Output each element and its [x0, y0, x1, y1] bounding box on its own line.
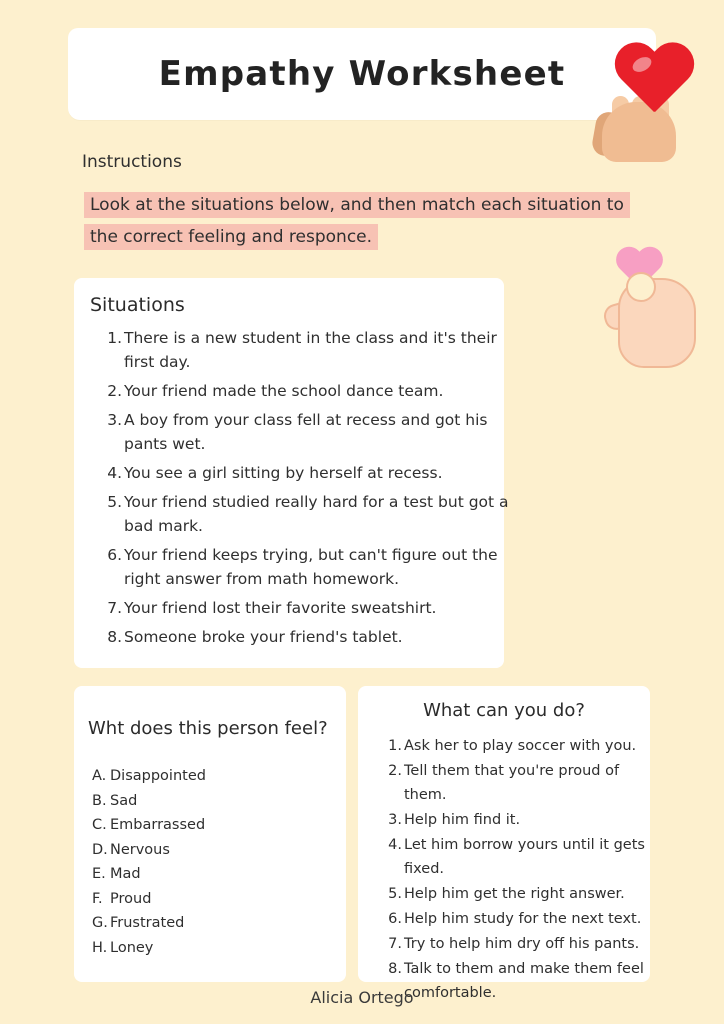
list-item — [92, 789, 206, 814]
list-item: Your friend lost their favorite sweatshirt. — [124, 599, 437, 617]
option-label: Frustrated — [110, 915, 185, 931]
list-item: Tell them that you're proud of them. — [404, 763, 620, 803]
list-item: Help him study for the next text. — [404, 911, 642, 927]
instructions-label: Instructions — [82, 152, 182, 172]
option-letter: A. — [92, 768, 107, 784]
option-letter: C. — [92, 817, 107, 833]
list-item: Your friend keeps trying, but can't figure out the right answer from math homework. — [124, 546, 498, 588]
author-credit: Alicia Ortego — [310, 988, 414, 1007]
instructions-text: Look at the situations below, and then match each situation to the correct feeling and responce. — [84, 192, 630, 250]
list-item: A boy from your class fell at recess and got his pants wet. — [124, 411, 488, 453]
red-heart-icon — [612, 44, 696, 120]
list-item — [92, 862, 206, 887]
actions-card — [358, 686, 650, 1001]
list-item: Help him get the right answer. — [404, 886, 625, 902]
list-item — [92, 764, 206, 789]
situations-heading: Situations — [90, 294, 185, 316]
option-label: Proud — [110, 890, 152, 907]
option-letter: D. — [92, 841, 108, 858]
list-item: Your friend made the school dance team. — [124, 382, 444, 400]
list-item: Try to help him dry off his pants. — [404, 936, 640, 952]
option-letter: H. — [92, 939, 108, 956]
heart-in-hand-icon — [588, 36, 708, 166]
list-item: You see a girl sitting by herself at recess. — [124, 464, 443, 482]
list-item: Someone broke your friend's tablet. — [124, 628, 403, 646]
page-title: Empathy Worksheet — [158, 54, 566, 94]
finger-heart-icon — [598, 248, 708, 378]
option-label: Nervous — [110, 841, 170, 858]
actions-heading: What can you do? — [423, 700, 585, 721]
list-item: Ask her to play soccer with you. — [404, 738, 637, 754]
situations-list — [96, 326, 516, 654]
list-item — [92, 936, 206, 961]
option-label: Mad — [110, 866, 141, 882]
option-label: Sad — [110, 792, 138, 809]
feelings-list — [92, 764, 206, 960]
option-label: Embarrassed — [110, 817, 206, 833]
feelings-card — [74, 686, 346, 982]
list-item: Your friend studied really hard for a test but got a bad mark. — [124, 493, 509, 535]
list-item: Help him find it. — [404, 812, 521, 828]
list-item — [92, 838, 206, 863]
list-item — [92, 887, 206, 912]
actions-list — [380, 734, 654, 1006]
situations-card — [74, 278, 509, 668]
list-item: Let him borrow yours until it gets fixed. — [404, 837, 645, 877]
title-banner — [68, 28, 656, 120]
list-item: There is a new student in the class and it's their first day. — [124, 329, 497, 371]
option-label: Disappointed — [110, 768, 206, 784]
instructions-box — [74, 183, 652, 261]
option-letter: E. — [92, 866, 106, 882]
option-letter: G. — [92, 915, 108, 931]
option-letter: F. — [92, 890, 103, 907]
option-letter: B. — [92, 792, 107, 809]
list-item: Talk to them and make them feel comfortable. — [404, 961, 644, 1001]
option-label: Loney — [110, 939, 154, 956]
feelings-heading: Wht does this person feel? — [88, 718, 328, 739]
finger-hand-notch — [626, 272, 656, 302]
list-item — [92, 911, 206, 936]
list-item — [92, 813, 206, 838]
